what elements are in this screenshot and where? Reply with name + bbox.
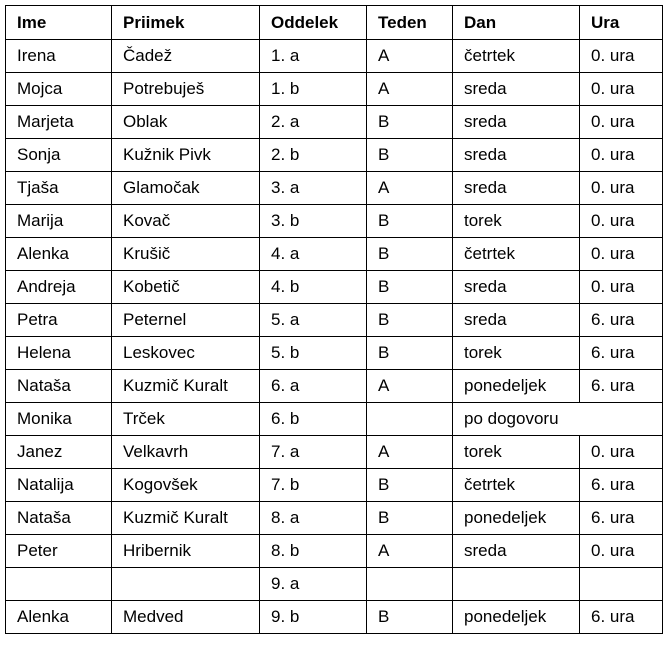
table-row [6,436,663,469]
cell-dan: torek [453,436,580,469]
cell-ime: Marjeta [6,106,112,139]
table-row [6,238,663,271]
cell-teden: A [367,73,453,106]
cell-oddelek: 1. b [260,73,367,106]
table-row [6,139,663,172]
cell-ime: Sonja [6,139,112,172]
cell-priimek: Krušič [112,238,260,271]
cell-priimek: Kužnik Pivk [112,139,260,172]
table-row [6,172,663,205]
schedule-table [5,5,663,634]
header-ura: Ura [580,6,663,40]
cell-oddelek: 5. b [260,337,367,370]
cell-oddelek: 9. a [260,568,367,601]
cell-teden: B [367,271,453,304]
cell-oddelek: 4. b [260,271,367,304]
cell-teden [367,403,453,436]
cell-oddelek: 2. a [260,106,367,139]
cell-teden: B [367,139,453,172]
cell-teden: A [367,40,453,73]
cell-teden: B [367,601,453,634]
table-row [6,370,663,403]
cell-teden: A [367,370,453,403]
cell-dan: četrtek [453,238,580,271]
cell-ime: Monika [6,403,112,436]
cell-ura: 0. ura [580,40,663,73]
cell-dan: sreda [453,304,580,337]
cell-dan: torek [453,205,580,238]
header-teden: Teden [367,6,453,40]
cell-priimek: Oblak [112,106,260,139]
cell-priimek: Potrebuješ [112,73,260,106]
cell-ime: Alenka [6,601,112,634]
cell-priimek: Glamočak [112,172,260,205]
cell-oddelek: 5. a [260,304,367,337]
cell-dan: sreda [453,106,580,139]
cell-dan: ponedeljek [453,502,580,535]
cell-oddelek: 4. a [260,238,367,271]
cell-dan: četrtek [453,469,580,502]
cell-dan: sreda [453,73,580,106]
cell-teden: B [367,106,453,139]
cell-dan: sreda [453,271,580,304]
cell-dan: sreda [453,172,580,205]
cell-priimek: Medved [112,601,260,634]
table-body [6,40,663,634]
cell-priimek: Kogovšek [112,469,260,502]
cell-ime: Peter [6,535,112,568]
cell-ime: Helena [6,337,112,370]
cell-priimek: Kuzmič Kuralt [112,502,260,535]
cell-ura: 0. ura [580,172,663,205]
cell-priimek: Kuzmič Kuralt [112,370,260,403]
cell-ime: Tjaša [6,172,112,205]
cell-priimek: Hribernik [112,535,260,568]
cell-dan: po dogovoru [453,403,663,436]
cell-teden: A [367,535,453,568]
cell-oddelek: 9. b [260,601,367,634]
cell-teden: A [367,172,453,205]
table-row [6,535,663,568]
cell-ura: 6. ura [580,502,663,535]
cell-teden: B [367,337,453,370]
cell-ura: 0. ura [580,238,663,271]
cell-ura: 0. ura [580,205,663,238]
cell-priimek: Kobetič [112,271,260,304]
cell-oddelek: 3. b [260,205,367,238]
cell-dan: ponedeljek [453,370,580,403]
cell-ime [6,568,112,601]
table-row [6,73,663,106]
cell-ura: 6. ura [580,304,663,337]
header-priimek: Priimek [112,6,260,40]
cell-oddelek: 1. a [260,40,367,73]
cell-dan: torek [453,337,580,370]
cell-ime: Mojca [6,73,112,106]
cell-priimek: Leskovec [112,337,260,370]
cell-ura: 0. ura [580,535,663,568]
cell-ime: Janez [6,436,112,469]
table-row [6,40,663,73]
cell-oddelek: 8. b [260,535,367,568]
cell-oddelek: 7. a [260,436,367,469]
cell-ime: Alenka [6,238,112,271]
cell-oddelek: 6. b [260,403,367,436]
cell-ime: Andreja [6,271,112,304]
table-row [6,403,663,436]
cell-teden: B [367,304,453,337]
cell-ura: 6. ura [580,370,663,403]
cell-ime: Petra [6,304,112,337]
cell-dan: sreda [453,535,580,568]
cell-teden: B [367,205,453,238]
cell-ura: 6. ura [580,337,663,370]
header-row [6,6,663,40]
table-row [6,337,663,370]
cell-ime: Nataša [6,502,112,535]
cell-ura: 0. ura [580,73,663,106]
cell-teden: B [367,238,453,271]
header-dan: Dan [453,6,580,40]
cell-dan: sreda [453,139,580,172]
cell-oddelek: 2. b [260,139,367,172]
cell-ura: 0. ura [580,436,663,469]
cell-ime: Marija [6,205,112,238]
cell-ime: Nataša [6,370,112,403]
table-row [6,271,663,304]
cell-priimek: Kovač [112,205,260,238]
table-row [6,601,663,634]
cell-teden: A [367,436,453,469]
cell-ime: Irena [6,40,112,73]
cell-ura [580,568,663,601]
header-oddelek: Oddelek [260,6,367,40]
cell-teden [367,568,453,601]
cell-oddelek: 7. b [260,469,367,502]
cell-oddelek: 6. a [260,370,367,403]
cell-priimek: Velkavrh [112,436,260,469]
table-row [6,568,663,601]
cell-priimek: Peternel [112,304,260,337]
cell-priimek: Trček [112,403,260,436]
cell-priimek: Čadež [112,40,260,73]
cell-teden: B [367,469,453,502]
header-ime: Ime [6,6,112,40]
cell-teden: B [367,502,453,535]
cell-dan: ponedeljek [453,601,580,634]
cell-ura: 0. ura [580,139,663,172]
table-row [6,106,663,139]
cell-dan [453,568,580,601]
cell-oddelek: 8. a [260,502,367,535]
cell-ura: 6. ura [580,601,663,634]
cell-ura: 0. ura [580,271,663,304]
cell-priimek [112,568,260,601]
cell-oddelek: 3. a [260,172,367,205]
table-row [6,205,663,238]
cell-ura: 0. ura [580,106,663,139]
table-row [6,502,663,535]
cell-dan: četrtek [453,40,580,73]
table-row [6,469,663,502]
table-row [6,304,663,337]
cell-ura: 6. ura [580,469,663,502]
cell-ime: Natalija [6,469,112,502]
